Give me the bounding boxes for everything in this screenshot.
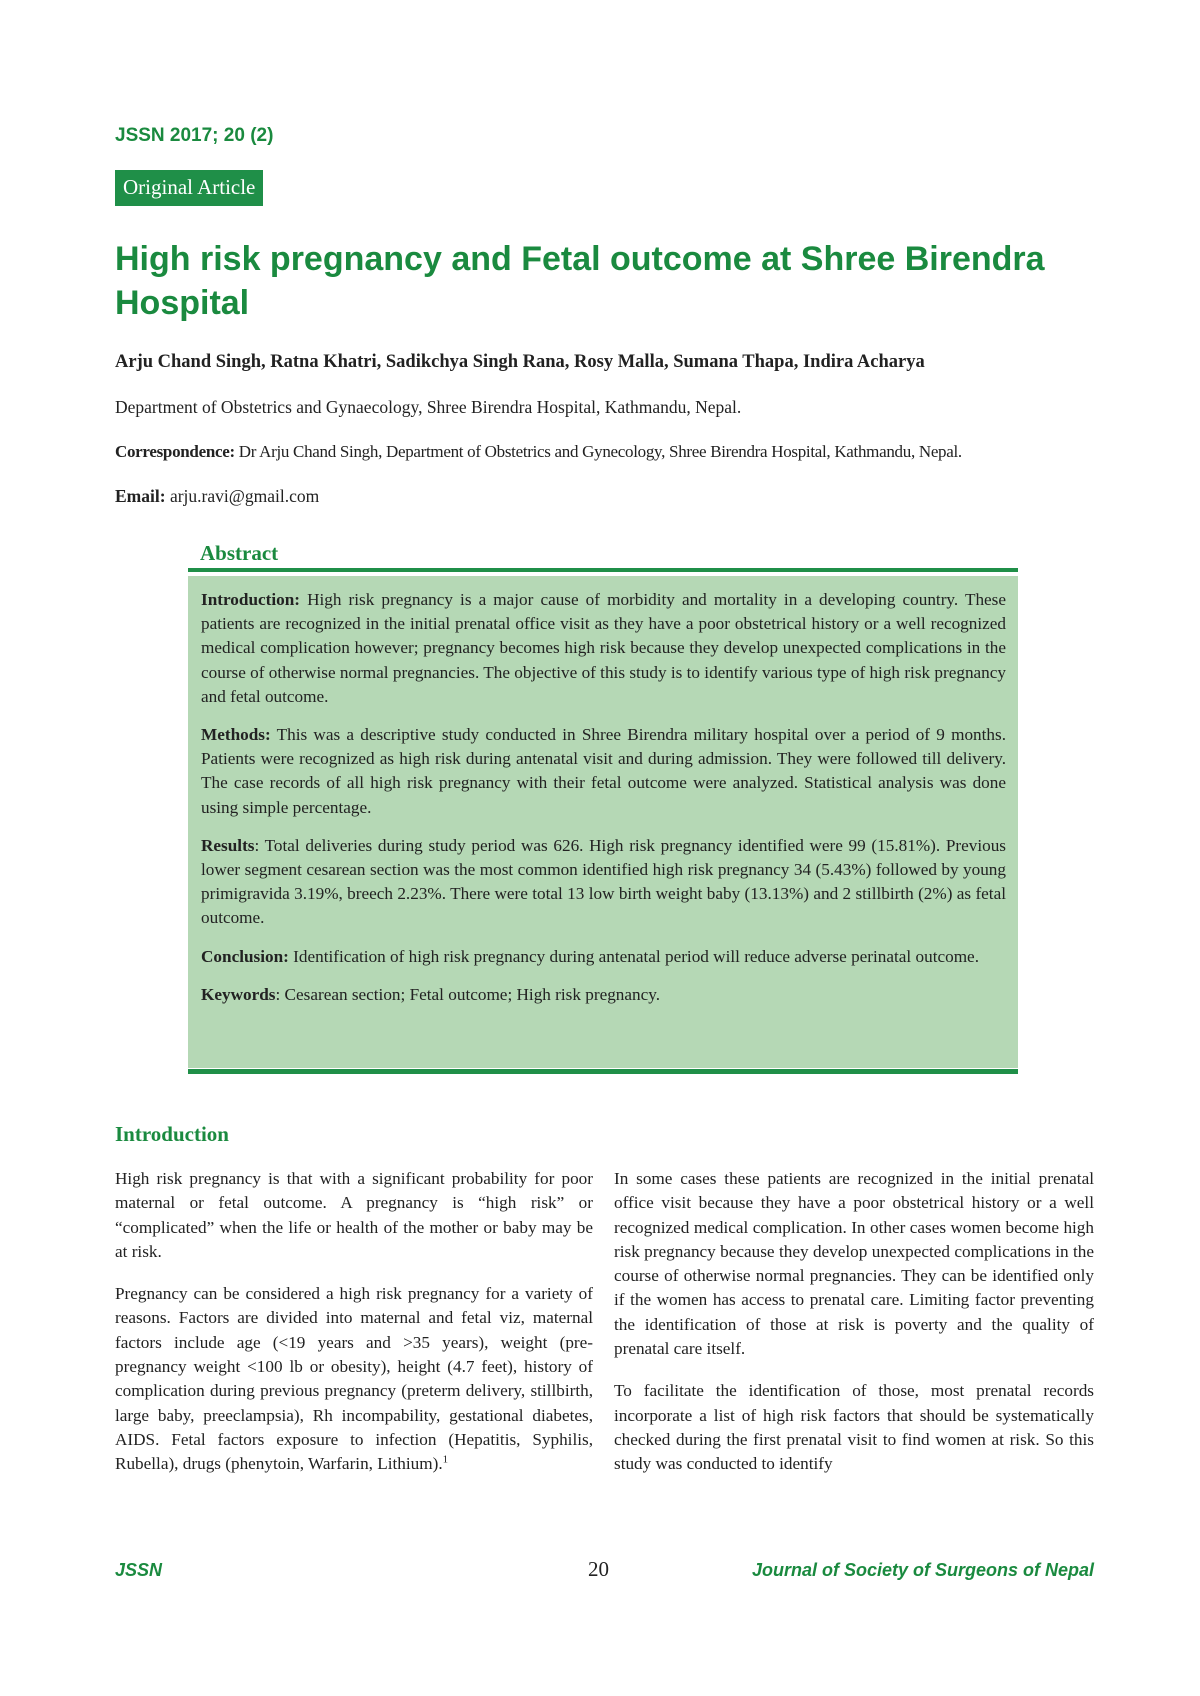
body-column-right	[614, 1167, 1094, 1495]
correspondence-label: Correspondence:	[115, 442, 235, 461]
abstract-box	[188, 576, 1018, 1068]
abstract-methods-label: Methods:	[201, 725, 271, 745]
abstract-keywords-label: Keywords	[201, 984, 276, 1004]
footer-journal-name: Journal of Society of Surgeons of Nepal	[751, 1560, 1094, 1580]
abstract-top-rule	[188, 568, 1018, 572]
intro-paragraph-1: High risk pregnancy is that with a significant probability for poor maternal or fetal outcome. A pregnancy is “high risk” or “complicated” when the life or health of the mother or baby may be at risk.	[115, 1169, 593, 1261]
author-list: Arju Chand Singh, Ratna Khatri, Sadikchya Singh Rana, Rosy Malla, Sumana Thapa, Indira Acharya	[115, 352, 925, 372]
abstract-keywords-text: : Cesarean section; Fetal outcome; High risk pregnancy.	[275, 984, 661, 1004]
article-type-badge: Original Article	[115, 170, 263, 206]
body-column-left	[115, 1167, 593, 1495]
intro-paragraph-2	[115, 1282, 593, 1476]
abstract-results	[201, 834, 1006, 931]
footer-journal-abbrev: JSSN	[115, 1560, 163, 1580]
correspondence-text: Dr Arju Chand Singh, Department of Obstetrics and Gynecology, Shree Birendra Hospital, Kathmandu, Nepal.	[234, 442, 962, 461]
abstract-results-label: Results	[201, 835, 255, 855]
abstract-heading: Abstract	[200, 541, 279, 565]
abstract-results-text: : Total deliveries during study period was 626. High risk pregnancy identified were 99 (15.81%). Previous lower segment cesarean section was the most common identified high risk pregnancy 34 (5.43%) followed by young primigravida 3.19%, breech 2.23%. There were total 13 low birth weight baby (13.13%) and 2 stillbirth (2%) as fetal outcome.	[201, 835, 1006, 928]
abstract-conclusion	[201, 945, 1006, 969]
abstract-conclusion-label: Conclusion:	[201, 946, 289, 966]
affiliation: Department of Obstetrics and Gynaecology, Shree Birendra Hospital, Kathmandu, Nepal.	[115, 397, 742, 417]
intro-paragraph-4: To facilitate the identification of those, most prenatal records incorporate a list of high risk factors that should be systematically checked during the first prenatal visit to find women at risk. So this study was conducted to identify	[614, 1381, 1094, 1474]
abstract-methods-text: This was a descriptive study conducted in Shree Birendra military hospital over a period of 9 months. Patients were recognized as high risk during antenatal visit and during admission. They were followed till delivery. The case records of all high risk pregnancy with their fetal outcome were analyzed. Statistical analysis was done using simple percentage.	[201, 725, 1006, 817]
abstract-bottom-rule	[188, 1069, 1018, 1074]
abstract-conclusion-text: Identification of high risk pregnancy during antenatal period will reduce adverse perinatal outcome.	[288, 946, 979, 966]
correspondence	[115, 442, 962, 462]
email-label: Email:	[115, 486, 166, 506]
journal-reference: JSSN 2017; 20 (2)	[115, 125, 274, 146]
intro-paragraph-2-text: Pregnancy can be considered a high risk pregnancy for a variety of reasons. Factors are divided into maternal and fetal viz, maternal factors include age (<19 years and >35 years), weight (pre-pregnancy weight <100 lb or obesity), height (4.7 feet), history of complication during previous pregnancy (preterm delivery, stillbirth, large baby, preeclampsia), Rh incompability, gestational diabetes, AIDS. Fetal factors exposure to infection (Hepatitis, Syphilis, Rubella), drugs (phenytoin, Warfarin, Lithium).	[115, 1284, 593, 1474]
email	[115, 486, 319, 507]
email-address[interactable]: arju.ravi@gmail.com	[165, 486, 320, 506]
intro-paragraph-3: In some cases these patients are recognized in the initial prenatal office visit because they have a poor obstetrical history or a well recognized medical complication. In other cases women become high risk pregnancy because they develop unexpected complications in the course of otherwise normal pregnancies. They can be identified only if the women has access to prenatal care. Limiting factor preventing the identification of those at risk is poverty and the quality of prenatal care itself.	[614, 1169, 1094, 1359]
abstract-introduction-label: Introduction:	[201, 590, 301, 609]
page-number: 20	[588, 1557, 609, 1581]
reference-marker[interactable]: 1	[442, 1453, 449, 1466]
abstract-introduction-text: High risk pregnancy is a major cause of morbidity and mortality in a developing country. These patients are recognized in the initial prenatal office visit as they have a poor obstetrical history or a well recognized medical complication however; pregnancy becomes high risk because they develop unexpected complications in the course of otherwise normal pregnancies. The objective of this study is to identify various type of high risk pregnancy and fetal outcome.	[201, 590, 1006, 706]
abstract-keywords	[201, 983, 1006, 1007]
abstract-introduction	[201, 588, 1006, 709]
article-title: High risk pregnancy and Fetal outcome at Shree Birendra Hospital	[115, 240, 1045, 322]
introduction-heading: Introduction	[115, 1122, 229, 1146]
abstract-methods	[201, 723, 1006, 820]
